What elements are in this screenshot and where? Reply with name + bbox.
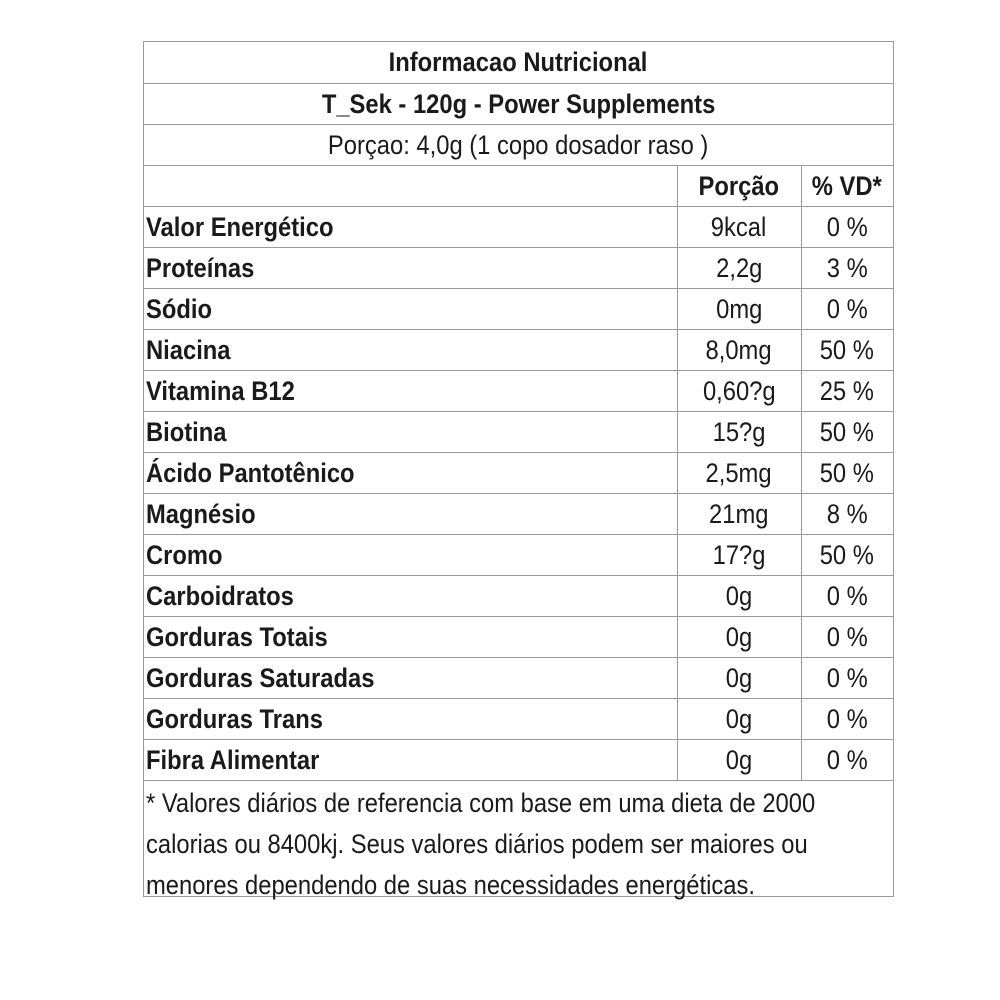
nutrient-dv: 50 % <box>801 412 893 453</box>
nutrient-dv: 50 % <box>801 330 893 371</box>
nutrient-portion: 21mg <box>677 494 801 535</box>
nutrient-dv: 8 % <box>801 494 893 535</box>
nutrient-portion: 0g <box>677 576 801 617</box>
nutrient-portion: 17?g <box>677 535 801 576</box>
nutrient-name: Sódio <box>144 289 677 330</box>
nutrient-name: Gorduras Trans <box>144 699 677 740</box>
table-row <box>144 740 893 781</box>
table-row <box>144 453 893 494</box>
table-row <box>144 289 893 330</box>
header-nutrient <box>144 166 677 207</box>
nutrient-name: Cromo <box>144 535 677 576</box>
nutrient-portion: 8,0mg <box>677 330 801 371</box>
nutrient-name: Proteínas <box>144 248 677 289</box>
nutrient-name: Magnésio <box>144 494 677 535</box>
nutrient-portion: 0,60?g <box>677 371 801 412</box>
table-row <box>144 576 893 617</box>
table-row <box>144 617 893 658</box>
nutrient-dv: 50 % <box>801 453 893 494</box>
nutrient-dv: 0 % <box>801 658 893 699</box>
nutrient-name: Gorduras Saturadas <box>144 658 677 699</box>
table-row <box>144 248 893 289</box>
nutrient-name: Biotina <box>144 412 677 453</box>
nutrient-portion: 0g <box>677 699 801 740</box>
nutrient-dv: 0 % <box>801 617 893 658</box>
nutrient-name: Fibra Alimentar <box>144 740 677 781</box>
table-row <box>144 207 893 248</box>
serving-size: Porçao: 4,0g (1 copo dosador raso ) <box>144 125 893 166</box>
panel-title: Informacao Nutricional <box>144 42 893 84</box>
table-row <box>144 330 893 371</box>
nutrient-portion: 0g <box>677 617 801 658</box>
nutrient-portion: 0g <box>677 740 801 781</box>
nutrient-name: Ácido Pantotênico <box>144 453 677 494</box>
nutrient-dv: 25 % <box>801 371 893 412</box>
nutrient-dv: 3 % <box>801 248 893 289</box>
nutrient-name: Vitamina B12 <box>144 371 677 412</box>
nutrient-portion: 0g <box>677 658 801 699</box>
nutrition-table <box>144 166 893 781</box>
nutrient-dv: 50 % <box>801 535 893 576</box>
table-row <box>144 412 893 453</box>
nutrient-name: Carboidratos <box>144 576 677 617</box>
nutrient-portion: 0mg <box>677 289 801 330</box>
table-row <box>144 494 893 535</box>
header-dv: % VD* <box>801 166 893 207</box>
table-row <box>144 699 893 740</box>
nutrient-dv: 0 % <box>801 740 893 781</box>
nutrient-dv: 0 % <box>801 699 893 740</box>
footnote: * Valores diários de referencia com base em uma dieta de 2000 calorias ou 8400kj. Seus valores diários podem ser maiores ou menores dependendo de suas necessidades energéticas. <box>146 788 816 900</box>
nutrient-name: Gorduras Totais <box>144 617 677 658</box>
nutrient-dv: 0 % <box>801 576 893 617</box>
nutrient-portion: 9kcal <box>677 207 801 248</box>
nutrient-portion: 2,5mg <box>677 453 801 494</box>
table-row <box>144 371 893 412</box>
nutrient-name: Niacina <box>144 330 677 371</box>
nutrient-portion: 2,2g <box>677 248 801 289</box>
nutrition-facts-panel <box>143 41 894 900</box>
table-row <box>144 658 893 699</box>
table-header-row <box>144 166 893 207</box>
nutrient-name: Valor Energético <box>144 207 677 248</box>
nutrient-dv: 0 % <box>801 289 893 330</box>
header-portion: Porção <box>677 166 801 207</box>
product-name: T_Sek - 120g - Power Supplements <box>144 84 893 125</box>
nutrient-dv: 0 % <box>801 207 893 248</box>
nutrient-portion: 15?g <box>677 412 801 453</box>
table-row <box>144 535 893 576</box>
